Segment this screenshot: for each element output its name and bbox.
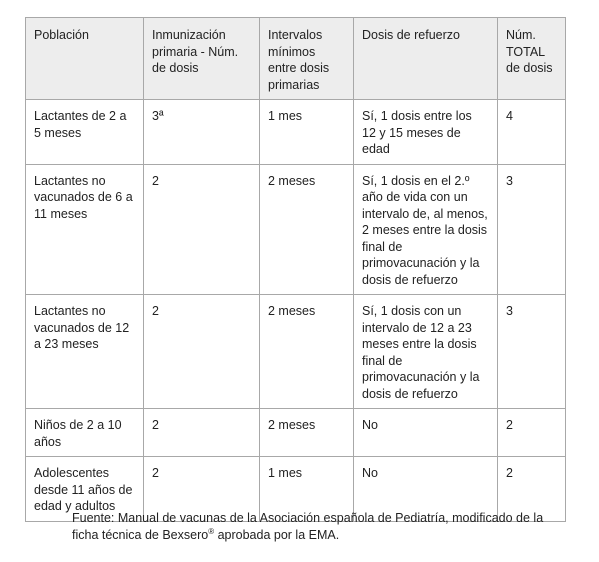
cell-intervalo: 2 meses — [260, 409, 354, 457]
registered-mark: ® — [208, 526, 215, 536]
cell-inmunizacion: 3ª — [144, 100, 260, 165]
header-total-dosis: Núm. TOTAL de dosis — [498, 18, 566, 100]
source-note — [72, 510, 572, 543]
cell-total: 4 — [498, 100, 566, 165]
cell-total: 3 — [498, 164, 566, 295]
cell-refuerzo: Sí, 1 dosis con un intervalo de 12 a 23 meses entre la dosis final de primovacunación y la dosis de refuerzo — [354, 295, 498, 409]
cell-refuerzo: No — [354, 409, 498, 457]
cell-poblacion: Lactantes no vacunados de 12 a 23 meses — [26, 295, 144, 409]
cell-inmunizacion: 2 — [144, 409, 260, 457]
table-row — [26, 164, 566, 295]
cell-total: 3 — [498, 295, 566, 409]
cell-intervalo: 2 meses — [260, 295, 354, 409]
source-text: Fuente: Manual de vacunas de la Asociación española de Pediatría, modificado de la ficha técnica de Bexsero — [72, 511, 544, 542]
cell-intervalo: 1 mes — [260, 100, 354, 165]
cell-intervalo: 2 meses — [260, 164, 354, 295]
header-inmunizacion-primaria: Inmunización primaria - Núm. de dosis — [144, 18, 260, 100]
header-dosis-refuerzo: Dosis de refuerzo — [354, 18, 498, 100]
cell-refuerzo: Sí, 1 dosis entre los 12 y 15 meses de edad — [354, 100, 498, 165]
cell-total: 2 — [498, 457, 566, 522]
cell-total: 2 — [498, 409, 566, 457]
table-row — [26, 295, 566, 409]
table-row — [26, 409, 566, 457]
cell-refuerzo: No — [354, 457, 498, 522]
cell-intervalo: 1 mes — [260, 457, 354, 522]
cell-inmunizacion: 2 — [144, 295, 260, 409]
header-row — [26, 18, 566, 100]
cell-poblacion: Niños de 2 a 10 años — [26, 409, 144, 457]
header-poblacion: Población — [26, 18, 144, 100]
cell-inmunizacion: 2 — [144, 457, 260, 522]
table-header — [26, 18, 566, 100]
vaccine-schedule-table — [25, 17, 566, 522]
cell-refuerzo: Sí, 1 dosis en el 2.º año de vida con un intervalo de, al menos, 2 meses entre la dosis final de primovacunación y la dosis de refuerzo — [354, 164, 498, 295]
cell-poblacion: Adolescentes desde 11 años de edad y adultos — [26, 457, 144, 522]
table-row — [26, 100, 566, 165]
header-intervalos-minimos: Intervalos mínimos entre dosis primarias — [260, 18, 354, 100]
cell-poblacion: Lactantes no vacunados de 6 a 11 meses — [26, 164, 144, 295]
cell-inmunizacion: 2 — [144, 164, 260, 295]
source-text-end: aprobada por la EMA. — [214, 527, 340, 542]
table-body — [26, 100, 566, 522]
cell-poblacion: Lactantes de 2 a 5 meses — [26, 100, 144, 165]
